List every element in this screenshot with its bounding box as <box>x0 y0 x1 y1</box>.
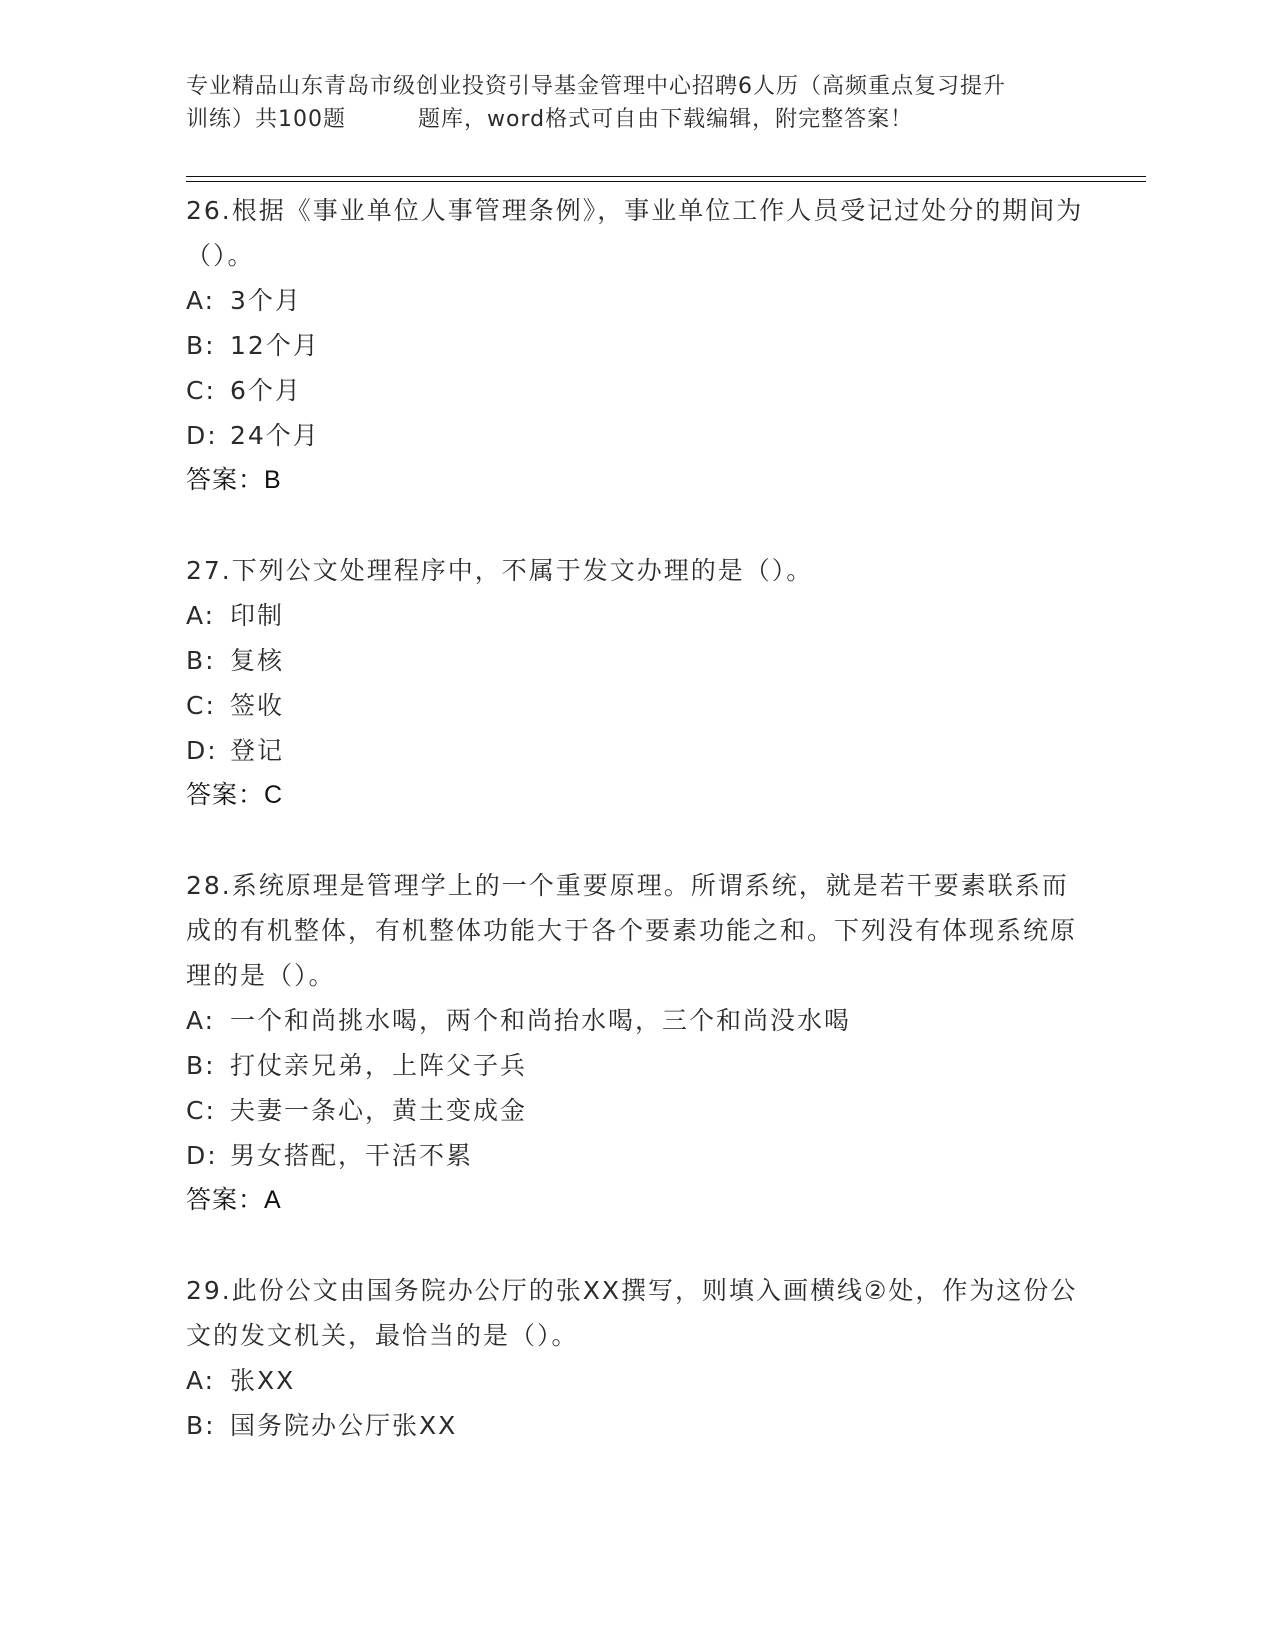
option-b <box>186 1403 1086 1448</box>
option-c <box>186 368 1086 413</box>
option-letter: D: <box>186 421 218 450</box>
question-text: 26.根据《事业单位人事管理条例》，事业单位工作人员受记过处分的期间为（）。 <box>186 196 1084 270</box>
option-d <box>186 413 1086 458</box>
option-c <box>186 683 1086 728</box>
option-letter: A: <box>186 601 216 630</box>
option-b <box>186 323 1086 368</box>
question-28 <box>186 863 1086 1223</box>
header-divider-top <box>186 176 1146 177</box>
option-text: 复核 <box>230 646 285 675</box>
option-b <box>186 638 1086 683</box>
question-26 <box>186 188 1086 503</box>
question-list <box>186 188 1086 1493</box>
option-a <box>186 998 1086 1043</box>
question-29 <box>186 1268 1086 1448</box>
option-text: 24个月 <box>230 421 320 450</box>
option-letter: D: <box>186 1141 218 1170</box>
header-line-2 <box>186 103 1086 136</box>
option-letter: B: <box>186 331 216 360</box>
option-letter: A: <box>186 286 216 315</box>
option-letter: B: <box>186 1411 216 1440</box>
question-text: 29.此份公文由国务院办公厅的张XX撰写，则填入画横线②处，作为这份公文的发文机关，最恰当的是（）。 <box>186 1276 1078 1350</box>
option-text: 一个和尚挑水喝，两个和尚抬水喝，三个和尚没水喝 <box>230 1006 852 1035</box>
option-text: 登记 <box>230 736 285 765</box>
question-text: 28.系统原理是管理学上的一个重要原理。所谓系统，就是若干要素联系而成的有机整体，有机整体功能大于各个要素功能之和。下列没有体现系统原理的是（）。 <box>186 871 1078 990</box>
option-text: 签收 <box>230 691 285 720</box>
option-text: 3个月 <box>230 286 302 315</box>
question-27 <box>186 548 1086 818</box>
option-text: 6个月 <box>230 376 302 405</box>
option-letter: C: <box>186 691 216 720</box>
option-text: 打仗亲兄弟，上阵父子兵 <box>230 1051 528 1080</box>
document-header <box>186 70 1086 136</box>
header-divider-bottom <box>186 181 1146 182</box>
option-d <box>186 1133 1086 1178</box>
option-text: 张XX <box>230 1366 296 1395</box>
option-a <box>186 1358 1086 1403</box>
option-text: 男女搭配，干活不累 <box>230 1141 474 1170</box>
option-d <box>186 728 1086 773</box>
option-text: 夫妻一条心，黄土变成金 <box>230 1096 528 1125</box>
header-line-2a: 训练）共100题 <box>186 107 346 132</box>
header-line-1: 专业精品山东青岛市级创业投资引导基金管理中心招聘6人历（高频重点复习提升 <box>186 74 1006 99</box>
option-letter: B: <box>186 1051 216 1080</box>
answer: 答案：B <box>186 466 282 494</box>
answer: 答案：A <box>186 1186 282 1214</box>
answer: 答案：C <box>186 781 284 809</box>
option-text: 印制 <box>230 601 285 630</box>
option-letter: C: <box>186 1096 216 1125</box>
question-text: 27.下列公文处理程序中，不属于发文办理的是（）。 <box>186 556 814 585</box>
option-letter: B: <box>186 646 216 675</box>
option-text: 国务院办公厅张XX <box>230 1411 458 1440</box>
option-a <box>186 593 1086 638</box>
option-a <box>186 278 1086 323</box>
header-line-2b: 题库，word格式可自由下载编辑，附完整答案！ <box>418 107 914 132</box>
option-letter: A: <box>186 1006 216 1035</box>
option-text: 12个月 <box>230 331 320 360</box>
option-c <box>186 1088 1086 1133</box>
option-letter: A: <box>186 1366 216 1395</box>
option-letter: D: <box>186 736 218 765</box>
option-b <box>186 1043 1086 1088</box>
option-letter: C: <box>186 376 216 405</box>
